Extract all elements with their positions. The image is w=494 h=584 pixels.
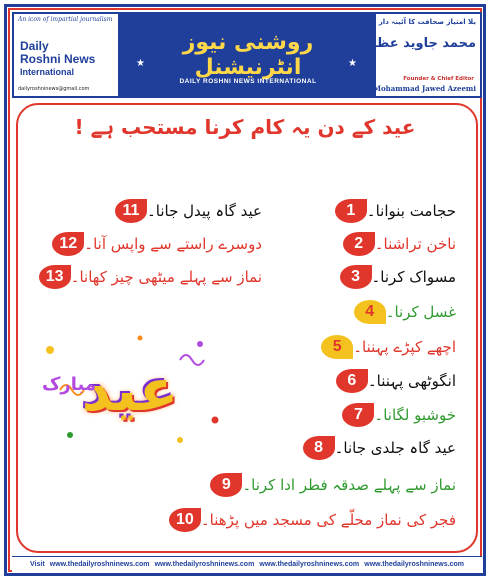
- list-item-11: [115, 197, 270, 225]
- founder-name: Mohammad Jawed Azeemi: [373, 84, 476, 93]
- brand-international: International: [20, 67, 75, 77]
- item-text: غسل کرنا۔: [385, 303, 456, 321]
- item-text: فجر کی نماز محلّے کی مسجد میں پڑھنا۔: [200, 511, 456, 529]
- item-text: مسواک کرنا۔: [371, 268, 456, 286]
- contact-email: dailyroshninews@gmail.com: [18, 86, 90, 92]
- footer-url[interactable]: www.thedailyroshninews.com: [49, 561, 150, 568]
- item-text: ناخن تراشنا۔: [374, 235, 456, 253]
- item-number: 7: [342, 403, 374, 427]
- list-item-7: [342, 401, 464, 429]
- brand-roshni-news: Roshni News: [20, 52, 96, 66]
- list-item-10: [169, 506, 464, 534]
- list-item-9: [210, 471, 464, 499]
- item-text: دوسرے راستے سے واپس آنا۔: [84, 235, 262, 253]
- item-text: خوشبو لگانا۔: [374, 406, 456, 424]
- list-item-2: [343, 230, 464, 258]
- urdu-tagline: بلا امتیاز صحافت کا آئینہ دار: [378, 18, 476, 26]
- item-number: 13: [39, 265, 71, 289]
- page-title: عید کے دن یہ کام کرنا مستحب ہے !: [74, 115, 416, 139]
- item-number: 10: [169, 508, 201, 532]
- mubarak-text: مبارک: [42, 374, 97, 395]
- masthead-right-panel: [349, 14, 480, 96]
- item-number: 8: [303, 436, 335, 460]
- footer-url[interactable]: www.thedailyroshninews.com: [259, 561, 360, 568]
- item-number: 3: [340, 265, 372, 289]
- eid-mubarak-artwork: [30, 330, 230, 450]
- item-number: 1: [335, 199, 367, 223]
- urdu-brand-title: روشنی نیوز انٹرنیشنل: [182, 30, 314, 80]
- footer-visit: Visit: [30, 561, 45, 568]
- masthead-center: [130, 18, 366, 88]
- item-text: عید گاہ جلدی جانا۔: [334, 439, 456, 457]
- item-text: انگوٹھی پہننا۔: [367, 372, 456, 390]
- masthead: [12, 12, 482, 98]
- item-number: 6: [336, 369, 368, 393]
- item-number: 12: [52, 232, 84, 256]
- item-text: عید گاہ پیدل جانا۔: [146, 202, 262, 220]
- item-number: 4: [354, 300, 386, 324]
- item-text: اچھے کپڑے پہننا۔: [353, 338, 456, 356]
- footer-url[interactable]: www.thedailyroshninews.com: [154, 561, 255, 568]
- list-item-4: [354, 298, 464, 326]
- footer-url[interactable]: www.thedailyroshninews.com: [364, 561, 464, 568]
- masthead-left-panel: [14, 14, 118, 96]
- list-item-1: [335, 197, 464, 225]
- list-item-13: [39, 263, 270, 291]
- item-number: 5: [321, 335, 353, 359]
- list-item-12: [52, 230, 270, 258]
- item-text: نماز سے پہلے صدقہ فطر ادا کرنا۔: [242, 476, 456, 494]
- brand-daily: Daily: [20, 39, 49, 53]
- star-icon: ★: [348, 58, 357, 69]
- list-item-8: [303, 434, 464, 462]
- item-number: 2: [343, 232, 375, 256]
- brand-english: [20, 40, 116, 79]
- founder-title: Founder & Chief Editor: [403, 76, 474, 82]
- eid-text: عید: [81, 356, 179, 424]
- list-item-3: [340, 263, 464, 291]
- star-icon: ★: [136, 58, 145, 69]
- list-item-5: [321, 333, 464, 361]
- footer-bar: [12, 556, 482, 572]
- tagline-english: An icon of impartial journalism: [18, 16, 113, 23]
- founder-urdu-name: محمد جاوید عظیمی: [349, 36, 476, 51]
- brand-caption: DAILY ROSHNI NEWS INTERNATIONAL: [179, 78, 317, 85]
- item-text: حجامت بنوانا۔: [366, 202, 456, 220]
- item-number: 9: [210, 473, 242, 497]
- item-text: نماز سے پہلے میٹھی چیز کھانا۔: [70, 268, 262, 286]
- list-item-6: [336, 367, 464, 395]
- item-number: 11: [115, 199, 147, 223]
